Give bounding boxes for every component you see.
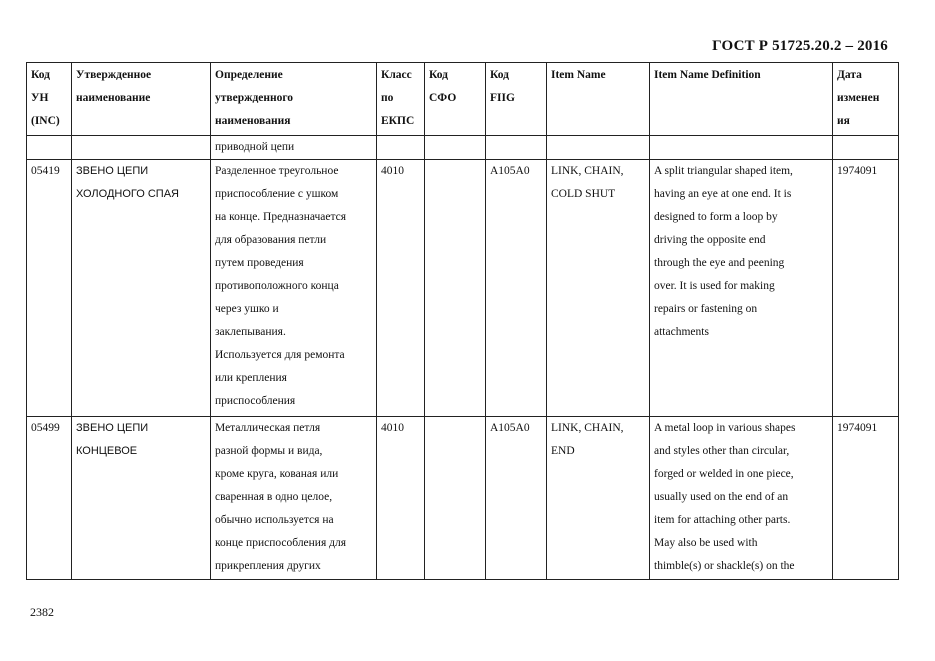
col-header-approved-name: Утвержденное наименование — [72, 63, 211, 136]
approved-name-cell: ЗВЕНО ЦЕПИ ХОЛОДНОГО СПАЯ — [72, 160, 211, 417]
item-name-cell: LINK, CHAIN, COLD SHUT — [547, 160, 650, 417]
col-header-class: Класс по ЕКПС — [377, 63, 425, 136]
item-name-definition-cell: A metal loop in various shapes and styles other than circular, forged or welded in one piece, usually used on the end of an item for attaching other parts. May also be used with thimble(s) or shackle(s) on the — [650, 417, 833, 580]
sfo-cell — [425, 417, 486, 580]
definition-cell: Металлическая петля разной формы и вида, кроме круга, кованая или сваренная в одно целое, обычно используется на конце приспособления для прикрепления других — [211, 417, 377, 580]
continuation-definition: приводной цепи — [211, 136, 377, 160]
table-row — [27, 417, 899, 580]
fiig-cell: A105A0 — [486, 160, 547, 417]
col-header-definition: Определение утвержденного наименования — [211, 63, 377, 136]
col-header-fiig: Код FIIG — [486, 63, 547, 136]
document-standard-header: ГОСТ Р 51725.20.2 – 2016 — [712, 38, 888, 54]
change-date-cell: 1974091 — [833, 417, 899, 580]
catalog-table — [26, 62, 899, 580]
table-row-continuation — [27, 136, 899, 160]
definition-cell: Разделенное треугольное приспособление с ушком на конце. Предназначается для образования петли путем проведения противоположного конца через ушко и заклепывания. Используется для ремонта или крепления приспособления — [211, 160, 377, 417]
inc-cell: 05419 — [27, 160, 72, 417]
item-name-cell: LINK, CHAIN, END — [547, 417, 650, 580]
inc-cell: 05499 — [27, 417, 72, 580]
class-cell: 4010 — [377, 417, 425, 580]
fiig-cell: A105A0 — [486, 417, 547, 580]
table-row — [27, 160, 899, 417]
table-header-row — [27, 63, 899, 136]
change-date-cell: 1974091 — [833, 160, 899, 417]
col-header-sfo: Код СФО — [425, 63, 486, 136]
sfo-cell — [425, 160, 486, 417]
col-header-item-name: Item Name — [547, 63, 650, 136]
approved-name-cell: ЗВЕНО ЦЕПИ КОНЦЕВОЕ — [72, 417, 211, 580]
col-header-inc: Код УН (INC) — [27, 63, 72, 136]
col-header-item-name-definition: Item Name Definition — [650, 63, 833, 136]
item-name-definition-cell: A split triangular shaped item, having an eye at one end. It is designed to form a loop by driving the opposite end through the eye and peening over. It is used for making repairs or fastening on attachments — [650, 160, 833, 417]
col-header-change-date: Дата изменен ия — [833, 63, 899, 136]
page-number: 2382 — [30, 605, 54, 619]
class-cell: 4010 — [377, 160, 425, 417]
